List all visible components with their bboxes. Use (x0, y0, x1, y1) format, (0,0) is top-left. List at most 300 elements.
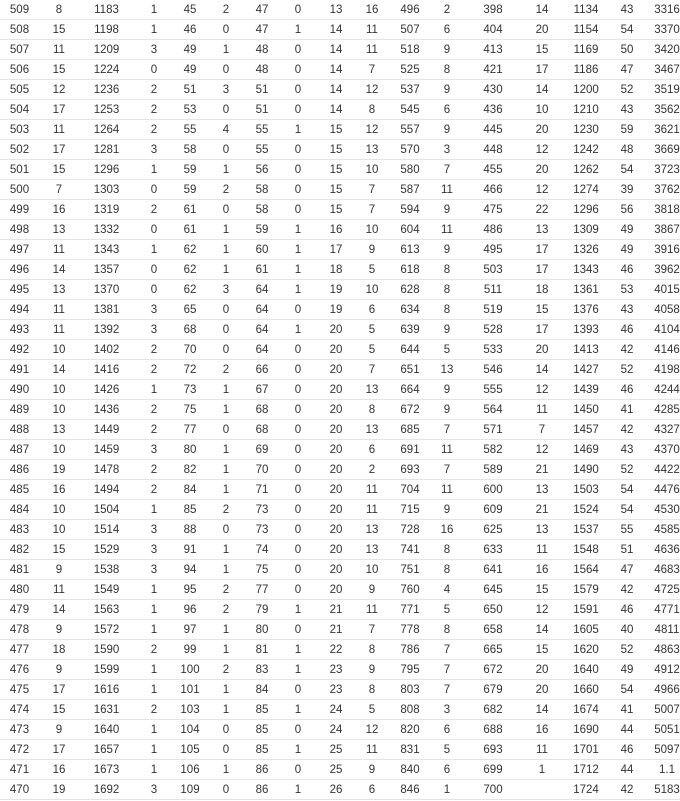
value-cell: 664 (390, 380, 430, 400)
value-cell: 0 (134, 280, 174, 300)
value-cell: 5 (354, 340, 390, 360)
value-cell: 1 (278, 280, 318, 300)
value-cell: 2 (134, 120, 174, 140)
value-cell: 8 (430, 560, 464, 580)
value-cell: 14 (318, 60, 354, 80)
value-cell: 2 (206, 660, 246, 680)
value-cell: 693 (390, 460, 430, 480)
value-cell: 820 (390, 720, 430, 740)
value-cell: 0 (206, 420, 246, 440)
value-cell: 53 (610, 280, 644, 300)
value-cell: 17 (39, 680, 79, 700)
value-cell: 1262 (562, 160, 610, 180)
value-cell: 0 (206, 100, 246, 120)
value-cell: 12 (354, 120, 390, 140)
value-cell: 1449 (79, 420, 134, 440)
table-row (0, 120, 680, 140)
value-cell: 528 (464, 320, 522, 340)
score-cell: 501 (0, 160, 39, 180)
value-cell: 42 (610, 580, 644, 600)
value-cell: 1673 (79, 760, 134, 780)
value-cell: 1459 (79, 440, 134, 460)
value-cell: 13 (39, 420, 79, 440)
value-cell: 1296 (562, 200, 610, 220)
value-cell: 771 (390, 600, 430, 620)
value-cell: 14 (318, 40, 354, 60)
score-cell: 473 (0, 720, 39, 740)
value-cell: 3 (134, 540, 174, 560)
value-cell: 83 (246, 660, 278, 680)
value-cell: 3 (134, 320, 174, 340)
value-cell: 24 (318, 720, 354, 740)
value-cell: 2 (430, 0, 464, 20)
value-cell: 1436 (79, 400, 134, 420)
value-cell: 56 (246, 160, 278, 180)
value-cell: 1 (134, 760, 174, 780)
value-cell: 6 (430, 720, 464, 740)
value-cell: 41 (610, 700, 644, 720)
value-cell: 20 (522, 340, 562, 360)
value-cell: 537 (390, 80, 430, 100)
value-cell: 10 (354, 280, 390, 300)
value-cell: 2 (206, 180, 246, 200)
value-cell: 1 (278, 220, 318, 240)
value-cell: 11 (39, 40, 79, 60)
value-cell: 10 (39, 500, 79, 520)
score-cell: 474 (0, 700, 39, 720)
value-cell: 14 (522, 0, 562, 20)
score-cell: 507 (0, 40, 39, 60)
value-cell: 3 (134, 440, 174, 460)
value-cell: 651 (390, 360, 430, 380)
score-cell: 508 (0, 20, 39, 40)
value-cell: 1393 (562, 320, 610, 340)
value-cell: 12 (522, 380, 562, 400)
value-cell: 73 (174, 380, 206, 400)
value-cell: 9 (430, 40, 464, 60)
score-cell: 495 (0, 280, 39, 300)
score-cell: 475 (0, 680, 39, 700)
value-cell: 1209 (79, 40, 134, 60)
value-cell: 66 (246, 360, 278, 380)
value-cell: 13 (354, 380, 390, 400)
value-cell: 466 (464, 180, 522, 200)
value-cell: 6 (430, 760, 464, 780)
value-cell: 12 (39, 80, 79, 100)
value-cell: 7 (354, 200, 390, 220)
value-cell: 1572 (79, 620, 134, 640)
value-cell: 4 (430, 580, 464, 600)
value-cell: 86 (246, 780, 278, 800)
value-cell: 17 (522, 240, 562, 260)
value-cell: 1370 (79, 280, 134, 300)
value-cell: 47 (246, 0, 278, 20)
value-cell: 44 (610, 760, 644, 780)
value-cell: 9 (354, 580, 390, 600)
value-cell: 8 (354, 680, 390, 700)
value-cell: 9 (430, 120, 464, 140)
value-cell: 17 (318, 240, 354, 260)
value-cell: 47 (610, 560, 644, 580)
score-cell: 471 (0, 760, 39, 780)
value-cell: 45 (174, 0, 206, 20)
value-cell: 5 (430, 740, 464, 760)
value-cell: 22 (522, 200, 562, 220)
value-cell: 1605 (562, 620, 610, 640)
value-cell: 644 (390, 340, 430, 360)
value-cell: 448 (464, 140, 522, 160)
value-cell: 8 (354, 640, 390, 660)
table-row (0, 540, 680, 560)
value-cell: 55 (246, 140, 278, 160)
value-cell: 19 (318, 280, 354, 300)
value-cell: 103 (174, 700, 206, 720)
value-cell: 1326 (562, 240, 610, 260)
score-cell: 479 (0, 600, 39, 620)
table-row (0, 780, 680, 800)
value-cell: 67 (246, 380, 278, 400)
score-cell: 489 (0, 400, 39, 420)
value-cell: 1 (134, 680, 174, 700)
value-cell: 1 (206, 700, 246, 720)
score-cell: 498 (0, 220, 39, 240)
value-cell: 15 (39, 160, 79, 180)
table-row (0, 620, 680, 640)
value-cell: 564 (464, 400, 522, 420)
value-cell: 49 (610, 240, 644, 260)
value-cell: 20 (522, 20, 562, 40)
value-cell: 6 (430, 100, 464, 120)
score-cell: 477 (0, 640, 39, 660)
value-cell: 0 (278, 620, 318, 640)
value-cell: 3867 (644, 220, 680, 240)
value-cell: 1309 (562, 220, 610, 240)
value-cell: 15 (318, 200, 354, 220)
value-cell: 1599 (79, 660, 134, 680)
value-cell: 17 (39, 100, 79, 120)
value-cell: 1169 (562, 40, 610, 60)
value-cell: 1 (134, 580, 174, 600)
value-cell: 0 (278, 540, 318, 560)
value-cell: 2 (206, 580, 246, 600)
value-cell: 751 (390, 560, 430, 580)
value-cell: 77 (246, 580, 278, 600)
value-cell: 11 (354, 600, 390, 620)
value-cell: 2 (206, 500, 246, 520)
value-cell: 3562 (644, 100, 680, 120)
value-cell: 64 (246, 340, 278, 360)
value-cell: 1210 (562, 100, 610, 120)
value-cell: 17 (522, 60, 562, 80)
value-cell: 16 (354, 0, 390, 20)
value-cell: 0 (278, 680, 318, 700)
value-cell: 58 (246, 180, 278, 200)
value-cell: 475 (464, 200, 522, 220)
value-cell: 49 (174, 40, 206, 60)
value-cell: 2 (134, 480, 174, 500)
value-cell: 3420 (644, 40, 680, 60)
table-row (0, 720, 680, 740)
value-cell: 4585 (644, 520, 680, 540)
value-cell: 11 (39, 300, 79, 320)
value-cell: 5007 (644, 700, 680, 720)
score-cell: 488 (0, 420, 39, 440)
value-cell: 580 (390, 160, 430, 180)
value-cell: 54 (610, 500, 644, 520)
table-row (0, 420, 680, 440)
value-cell: 3370 (644, 20, 680, 40)
value-cell: 0 (278, 60, 318, 80)
value-cell: 1361 (562, 280, 610, 300)
value-cell: 44 (610, 720, 644, 740)
value-cell: 59 (246, 220, 278, 240)
value-cell: 55 (610, 520, 644, 540)
value-cell: 12 (354, 80, 390, 100)
value-cell: 1514 (79, 520, 134, 540)
value-cell: 7 (354, 60, 390, 80)
table-row (0, 80, 680, 100)
score-cell: 480 (0, 580, 39, 600)
value-cell: 13 (522, 220, 562, 240)
value-cell: 99 (174, 640, 206, 660)
value-cell: 15 (318, 180, 354, 200)
value-cell: 97 (174, 620, 206, 640)
value-cell: 8 (354, 400, 390, 420)
value-cell: 693 (464, 740, 522, 760)
value-cell: 1 (134, 380, 174, 400)
value-cell: 84 (246, 680, 278, 700)
value-cell: 51 (174, 80, 206, 100)
value-cell: 20 (318, 540, 354, 560)
value-cell: 1631 (79, 700, 134, 720)
value-cell: 2 (134, 700, 174, 720)
value-cell: 70 (174, 340, 206, 360)
value-cell: 16 (39, 200, 79, 220)
value-cell: 21 (522, 500, 562, 520)
value-cell: 1 (134, 160, 174, 180)
value-cell: 704 (390, 480, 430, 500)
value-cell: 20 (318, 520, 354, 540)
value-cell: 6 (354, 300, 390, 320)
value-cell: 5051 (644, 720, 680, 740)
value-cell: 760 (390, 580, 430, 600)
value-cell: 0 (278, 380, 318, 400)
value-cell: 0 (206, 300, 246, 320)
value-cell: 1 (278, 260, 318, 280)
value-cell: 12 (522, 600, 562, 620)
value-cell: 49 (610, 220, 644, 240)
value-cell: 15 (39, 540, 79, 560)
value-cell: 15 (39, 700, 79, 720)
value-cell: 715 (390, 500, 430, 520)
value-cell: 22 (318, 640, 354, 660)
table-row (0, 480, 680, 500)
score-cell: 470 (0, 780, 39, 800)
value-cell: 11 (354, 500, 390, 520)
value-cell: 4966 (644, 680, 680, 700)
value-cell: 1 (430, 780, 464, 800)
table-row (0, 240, 680, 260)
value-cell: 0 (278, 300, 318, 320)
value-cell: 58 (246, 200, 278, 220)
table-row (0, 0, 680, 20)
value-cell: 60 (246, 240, 278, 260)
score-cell: 478 (0, 620, 39, 640)
value-cell: 1274 (562, 180, 610, 200)
value-cell: 6 (354, 780, 390, 800)
value-cell: 1319 (79, 200, 134, 220)
value-cell: 20 (318, 320, 354, 340)
value-cell: 26 (318, 780, 354, 800)
table-row (0, 220, 680, 240)
value-cell: 13 (522, 480, 562, 500)
value-cell: 9 (430, 80, 464, 100)
value-cell: 1503 (562, 480, 610, 500)
score-cell: 484 (0, 500, 39, 520)
value-cell: 1 (278, 640, 318, 660)
value-cell: 11 (39, 580, 79, 600)
value-cell: 48 (246, 40, 278, 60)
value-cell: 6 (354, 440, 390, 460)
table-row (0, 760, 680, 780)
value-cell: 430 (464, 80, 522, 100)
value-cell: 518 (390, 40, 430, 60)
value-cell: 73 (246, 500, 278, 520)
value-cell: 831 (390, 740, 430, 760)
value-cell: 1 (206, 260, 246, 280)
value-cell: 11 (522, 540, 562, 560)
table-row (0, 300, 680, 320)
value-cell: 685 (390, 420, 430, 440)
value-cell: 17 (39, 740, 79, 760)
value-cell: 795 (390, 660, 430, 680)
value-cell: 15 (39, 20, 79, 40)
table-row (0, 440, 680, 460)
value-cell: 3519 (644, 80, 680, 100)
value-cell: 0 (206, 780, 246, 800)
value-cell: 75 (174, 400, 206, 420)
value-cell: 1 (206, 400, 246, 420)
value-cell: 1427 (562, 360, 610, 380)
value-cell: 81 (246, 640, 278, 660)
value-cell: 73 (246, 520, 278, 540)
value-cell: 51 (246, 80, 278, 100)
value-cell: 4146 (644, 340, 680, 360)
value-cell: 19 (39, 780, 79, 800)
value-cell: 1616 (79, 680, 134, 700)
value-cell: 2 (134, 420, 174, 440)
value-cell: 1253 (79, 100, 134, 120)
value-cell (522, 780, 562, 800)
value-cell: 13 (318, 0, 354, 20)
value-cell: 49 (174, 60, 206, 80)
value-cell: 594 (390, 200, 430, 220)
value-cell: 71 (246, 480, 278, 500)
value-cell: 445 (464, 120, 522, 140)
value-cell: 2 (134, 340, 174, 360)
value-cell: 0 (278, 500, 318, 520)
value-cell: 1457 (562, 420, 610, 440)
table-row (0, 160, 680, 180)
value-cell: 15 (522, 40, 562, 60)
value-cell: 665 (464, 640, 522, 660)
value-cell: 455 (464, 160, 522, 180)
score-cell: 494 (0, 300, 39, 320)
value-cell: 59 (174, 180, 206, 200)
value-cell: 2 (354, 460, 390, 480)
value-cell: 699 (464, 760, 522, 780)
value-cell: 0 (278, 160, 318, 180)
value-cell: 1 (134, 740, 174, 760)
value-cell: 11 (430, 440, 464, 460)
value-cell: 85 (246, 700, 278, 720)
value-cell: 104 (174, 720, 206, 740)
value-cell: 2 (134, 80, 174, 100)
value-cell: 16 (39, 480, 79, 500)
value-cell: 16 (522, 560, 562, 580)
value-cell: 11 (522, 400, 562, 420)
value-cell: 557 (390, 120, 430, 140)
value-cell: 20 (318, 380, 354, 400)
value-cell: 3 (134, 40, 174, 60)
value-cell: 85 (246, 720, 278, 740)
value-cell: 1.1 (644, 760, 680, 780)
value-cell: 11 (354, 20, 390, 40)
value-cell: 0 (278, 720, 318, 740)
value-cell: 625 (464, 520, 522, 540)
value-cell: 1 (134, 600, 174, 620)
value-cell: 61 (174, 220, 206, 240)
value-cell: 96 (174, 600, 206, 620)
value-cell: 72 (174, 360, 206, 380)
value-cell: 1537 (562, 520, 610, 540)
value-cell: 69 (246, 440, 278, 460)
score-cell: 487 (0, 440, 39, 460)
value-cell: 1 (206, 220, 246, 240)
value-cell: 41 (610, 400, 644, 420)
score-cell: 499 (0, 200, 39, 220)
value-cell: 1264 (79, 120, 134, 140)
value-cell: 9 (39, 720, 79, 740)
value-cell: 18 (522, 280, 562, 300)
value-cell: 728 (390, 520, 430, 540)
value-cell: 1416 (79, 360, 134, 380)
value-cell: 546 (464, 360, 522, 380)
value-cell: 3 (134, 560, 174, 580)
value-cell: 525 (390, 60, 430, 80)
value-cell: 16 (430, 520, 464, 540)
value-cell: 52 (610, 80, 644, 100)
value-cell: 14 (522, 360, 562, 380)
value-cell: 1548 (562, 540, 610, 560)
value-cell: 46 (174, 20, 206, 40)
value-cell: 1 (206, 680, 246, 700)
value-cell: 20 (318, 480, 354, 500)
value-cell: 77 (174, 420, 206, 440)
value-cell: 4422 (644, 460, 680, 480)
value-cell: 18 (39, 640, 79, 660)
value-cell: 3 (430, 140, 464, 160)
score-cell: 476 (0, 660, 39, 680)
value-cell: 58 (174, 140, 206, 160)
value-cell: 0 (134, 180, 174, 200)
value-cell: 3818 (644, 200, 680, 220)
value-cell: 50 (610, 40, 644, 60)
value-cell: 1198 (79, 20, 134, 40)
table-row (0, 660, 680, 680)
value-cell: 64 (246, 320, 278, 340)
value-cell: 436 (464, 100, 522, 120)
